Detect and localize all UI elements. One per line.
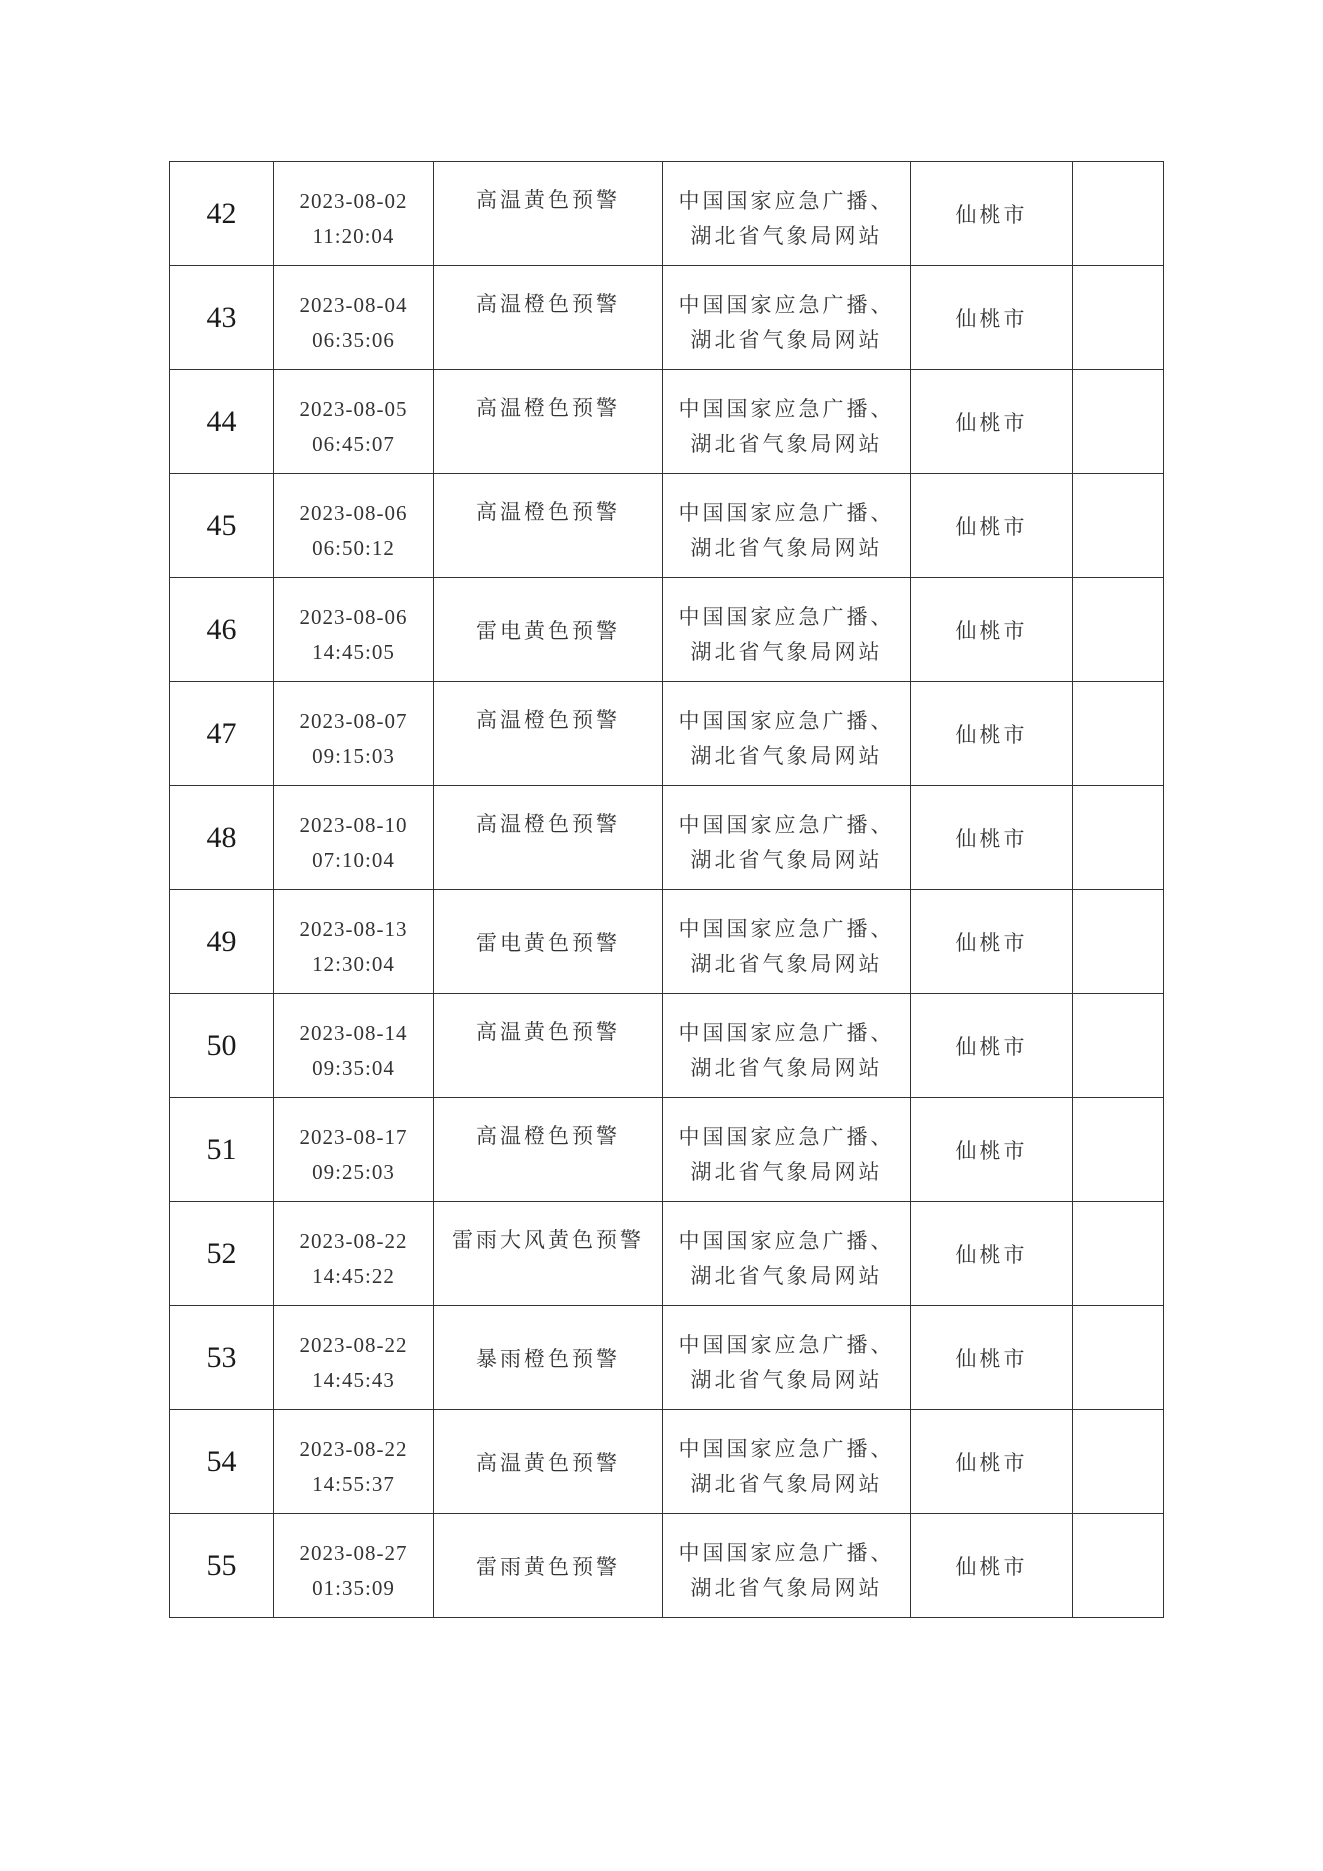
release-date: 2023-08-10 [299, 813, 408, 837]
release-channel [663, 1306, 911, 1410]
row-number: 46 [170, 578, 274, 682]
release-channel [663, 370, 911, 474]
table-body [170, 162, 1164, 1618]
release-time [274, 1306, 434, 1410]
affected-area: 仙桃市 [911, 682, 1073, 786]
row-number: 45 [170, 474, 274, 578]
release-channel [663, 682, 911, 786]
warning-type: 暴雨橙色预警 [434, 1306, 663, 1410]
release-channel [663, 994, 911, 1098]
remarks-cell [1073, 1410, 1164, 1514]
release-date: 2023-08-22 [299, 1333, 408, 1357]
release-clock: 14:55:37 [312, 1472, 395, 1496]
release-date: 2023-08-06 [299, 501, 408, 525]
channel-line-2: 湖北省气象局网站 [690, 1264, 883, 1288]
row-number: 52 [170, 1202, 274, 1306]
release-clock: 06:45:07 [312, 432, 395, 456]
row-number: 54 [170, 1410, 274, 1514]
release-channel [663, 786, 911, 890]
warning-type: 高温黄色预警 [434, 1410, 663, 1514]
channel-line-2: 湖北省气象局网站 [690, 952, 883, 976]
warning-type: 雷雨大风黄色预警 [434, 1202, 663, 1306]
table-row [170, 578, 1164, 682]
warning-type: 高温黄色预警 [434, 994, 663, 1098]
channel-line-1: 中国国家应急广播、 [678, 293, 895, 317]
release-date: 2023-08-14 [299, 1021, 408, 1045]
channel-line-2: 湖北省气象局网站 [690, 848, 883, 872]
warning-type: 高温黄色预警 [434, 162, 663, 266]
table-row [170, 1306, 1164, 1410]
warning-type: 雷雨黄色预警 [434, 1514, 663, 1618]
affected-area: 仙桃市 [911, 474, 1073, 578]
row-number: 43 [170, 266, 274, 370]
release-channel [663, 162, 911, 266]
remarks-cell [1073, 786, 1164, 890]
row-number: 44 [170, 370, 274, 474]
table-row [170, 1098, 1164, 1202]
table-row [170, 266, 1164, 370]
channel-line-1: 中国国家应急广播、 [678, 1125, 895, 1149]
release-channel [663, 578, 911, 682]
row-number: 53 [170, 1306, 274, 1410]
release-date: 2023-08-05 [299, 397, 408, 421]
release-time [274, 890, 434, 994]
channel-line-2: 湖北省气象局网站 [690, 224, 883, 248]
release-date: 2023-08-22 [299, 1229, 408, 1253]
release-time [274, 682, 434, 786]
release-time [274, 1514, 434, 1618]
channel-line-1: 中国国家应急广播、 [678, 709, 895, 733]
remarks-cell [1073, 162, 1164, 266]
remarks-cell [1073, 474, 1164, 578]
release-date: 2023-08-17 [299, 1125, 408, 1149]
release-clock: 06:50:12 [312, 536, 395, 560]
release-channel [663, 1202, 911, 1306]
warning-type: 高温橙色预警 [434, 370, 663, 474]
release-clock: 12:30:04 [312, 952, 395, 976]
release-channel [663, 474, 911, 578]
remarks-cell [1073, 1202, 1164, 1306]
warning-type: 雷电黄色预警 [434, 890, 663, 994]
release-clock: 14:45:05 [312, 640, 395, 664]
channel-line-2: 湖北省气象局网站 [690, 1160, 883, 1184]
warning-type: 高温橙色预警 [434, 1098, 663, 1202]
release-time [274, 266, 434, 370]
release-time [274, 1410, 434, 1514]
release-date: 2023-08-02 [299, 189, 408, 213]
remarks-cell [1073, 1306, 1164, 1410]
channel-line-2: 湖北省气象局网站 [690, 328, 883, 352]
row-number: 48 [170, 786, 274, 890]
channel-line-2: 湖北省气象局网站 [690, 1056, 883, 1080]
channel-line-1: 中国国家应急广播、 [678, 1021, 895, 1045]
table-row [170, 1410, 1164, 1514]
release-clock: 14:45:43 [312, 1368, 395, 1392]
warning-type: 高温橙色预警 [434, 474, 663, 578]
warning-type: 高温橙色预警 [434, 682, 663, 786]
table-row [170, 994, 1164, 1098]
row-number: 42 [170, 162, 274, 266]
channel-line-2: 湖北省气象局网站 [690, 536, 883, 560]
warning-release-table [169, 161, 1164, 1618]
channel-line-1: 中国国家应急广播、 [678, 1541, 895, 1565]
channel-line-1: 中国国家应急广播、 [678, 397, 895, 421]
row-number: 55 [170, 1514, 274, 1618]
affected-area: 仙桃市 [911, 890, 1073, 994]
release-channel [663, 1098, 911, 1202]
channel-line-2: 湖北省气象局网站 [690, 1576, 883, 1600]
release-date: 2023-08-06 [299, 605, 408, 629]
release-date: 2023-08-22 [299, 1437, 408, 1461]
table-row [170, 162, 1164, 266]
row-number: 51 [170, 1098, 274, 1202]
affected-area: 仙桃市 [911, 370, 1073, 474]
affected-area: 仙桃市 [911, 1514, 1073, 1618]
affected-area: 仙桃市 [911, 266, 1073, 370]
row-number: 49 [170, 890, 274, 994]
table-row [170, 1202, 1164, 1306]
remarks-cell [1073, 682, 1164, 786]
release-time [274, 162, 434, 266]
table-row [170, 474, 1164, 578]
channel-line-1: 中国国家应急广播、 [678, 501, 895, 525]
release-date: 2023-08-13 [299, 917, 408, 941]
release-time [274, 578, 434, 682]
affected-area: 仙桃市 [911, 1410, 1073, 1514]
remarks-cell [1073, 266, 1164, 370]
table-row [170, 1514, 1164, 1618]
affected-area: 仙桃市 [911, 578, 1073, 682]
channel-line-1: 中国国家应急广播、 [678, 1333, 895, 1357]
remarks-cell [1073, 1514, 1164, 1618]
release-time [274, 1202, 434, 1306]
remarks-cell [1073, 1098, 1164, 1202]
table-row [170, 890, 1164, 994]
channel-line-1: 中国国家应急广播、 [678, 813, 895, 837]
release-clock: 14:45:22 [312, 1264, 395, 1288]
release-date: 2023-08-27 [299, 1541, 408, 1565]
release-channel [663, 1410, 911, 1514]
remarks-cell [1073, 370, 1164, 474]
channel-line-1: 中国国家应急广播、 [678, 605, 895, 629]
affected-area: 仙桃市 [911, 994, 1073, 1098]
channel-line-2: 湖北省气象局网站 [690, 1368, 883, 1392]
affected-area: 仙桃市 [911, 786, 1073, 890]
table-row [170, 370, 1164, 474]
row-number: 50 [170, 994, 274, 1098]
affected-area: 仙桃市 [911, 162, 1073, 266]
release-time [274, 474, 434, 578]
release-clock: 07:10:04 [312, 848, 395, 872]
release-time [274, 786, 434, 890]
warning-type: 高温橙色预警 [434, 266, 663, 370]
affected-area: 仙桃市 [911, 1202, 1073, 1306]
release-time [274, 370, 434, 474]
release-clock: 09:35:04 [312, 1056, 395, 1080]
affected-area: 仙桃市 [911, 1098, 1073, 1202]
release-channel [663, 890, 911, 994]
remarks-cell [1073, 578, 1164, 682]
channel-line-2: 湖北省气象局网站 [690, 640, 883, 664]
channel-line-2: 湖北省气象局网站 [690, 432, 883, 456]
channel-line-1: 中国国家应急广播、 [678, 1229, 895, 1253]
release-channel [663, 1514, 911, 1618]
remarks-cell [1073, 994, 1164, 1098]
warning-type: 高温橙色预警 [434, 786, 663, 890]
channel-line-2: 湖北省气象局网站 [690, 1472, 883, 1496]
release-channel [663, 266, 911, 370]
row-number: 47 [170, 682, 274, 786]
table-row [170, 786, 1164, 890]
release-clock: 06:35:06 [312, 328, 395, 352]
table-row [170, 682, 1164, 786]
release-time [274, 994, 434, 1098]
remarks-cell [1073, 890, 1164, 994]
channel-line-1: 中国国家应急广播、 [678, 917, 895, 941]
release-clock: 09:25:03 [312, 1160, 395, 1184]
channel-line-1: 中国国家应急广播、 [678, 189, 895, 213]
release-clock: 01:35:09 [312, 1576, 395, 1600]
release-clock: 11:20:04 [312, 224, 395, 248]
release-date: 2023-08-07 [299, 709, 408, 733]
release-time [274, 1098, 434, 1202]
channel-line-1: 中国国家应急广播、 [678, 1437, 895, 1461]
release-clock: 09:15:03 [312, 744, 395, 768]
warning-type: 雷电黄色预警 [434, 578, 663, 682]
affected-area: 仙桃市 [911, 1306, 1073, 1410]
release-date: 2023-08-04 [299, 293, 408, 317]
channel-line-2: 湖北省气象局网站 [690, 744, 883, 768]
